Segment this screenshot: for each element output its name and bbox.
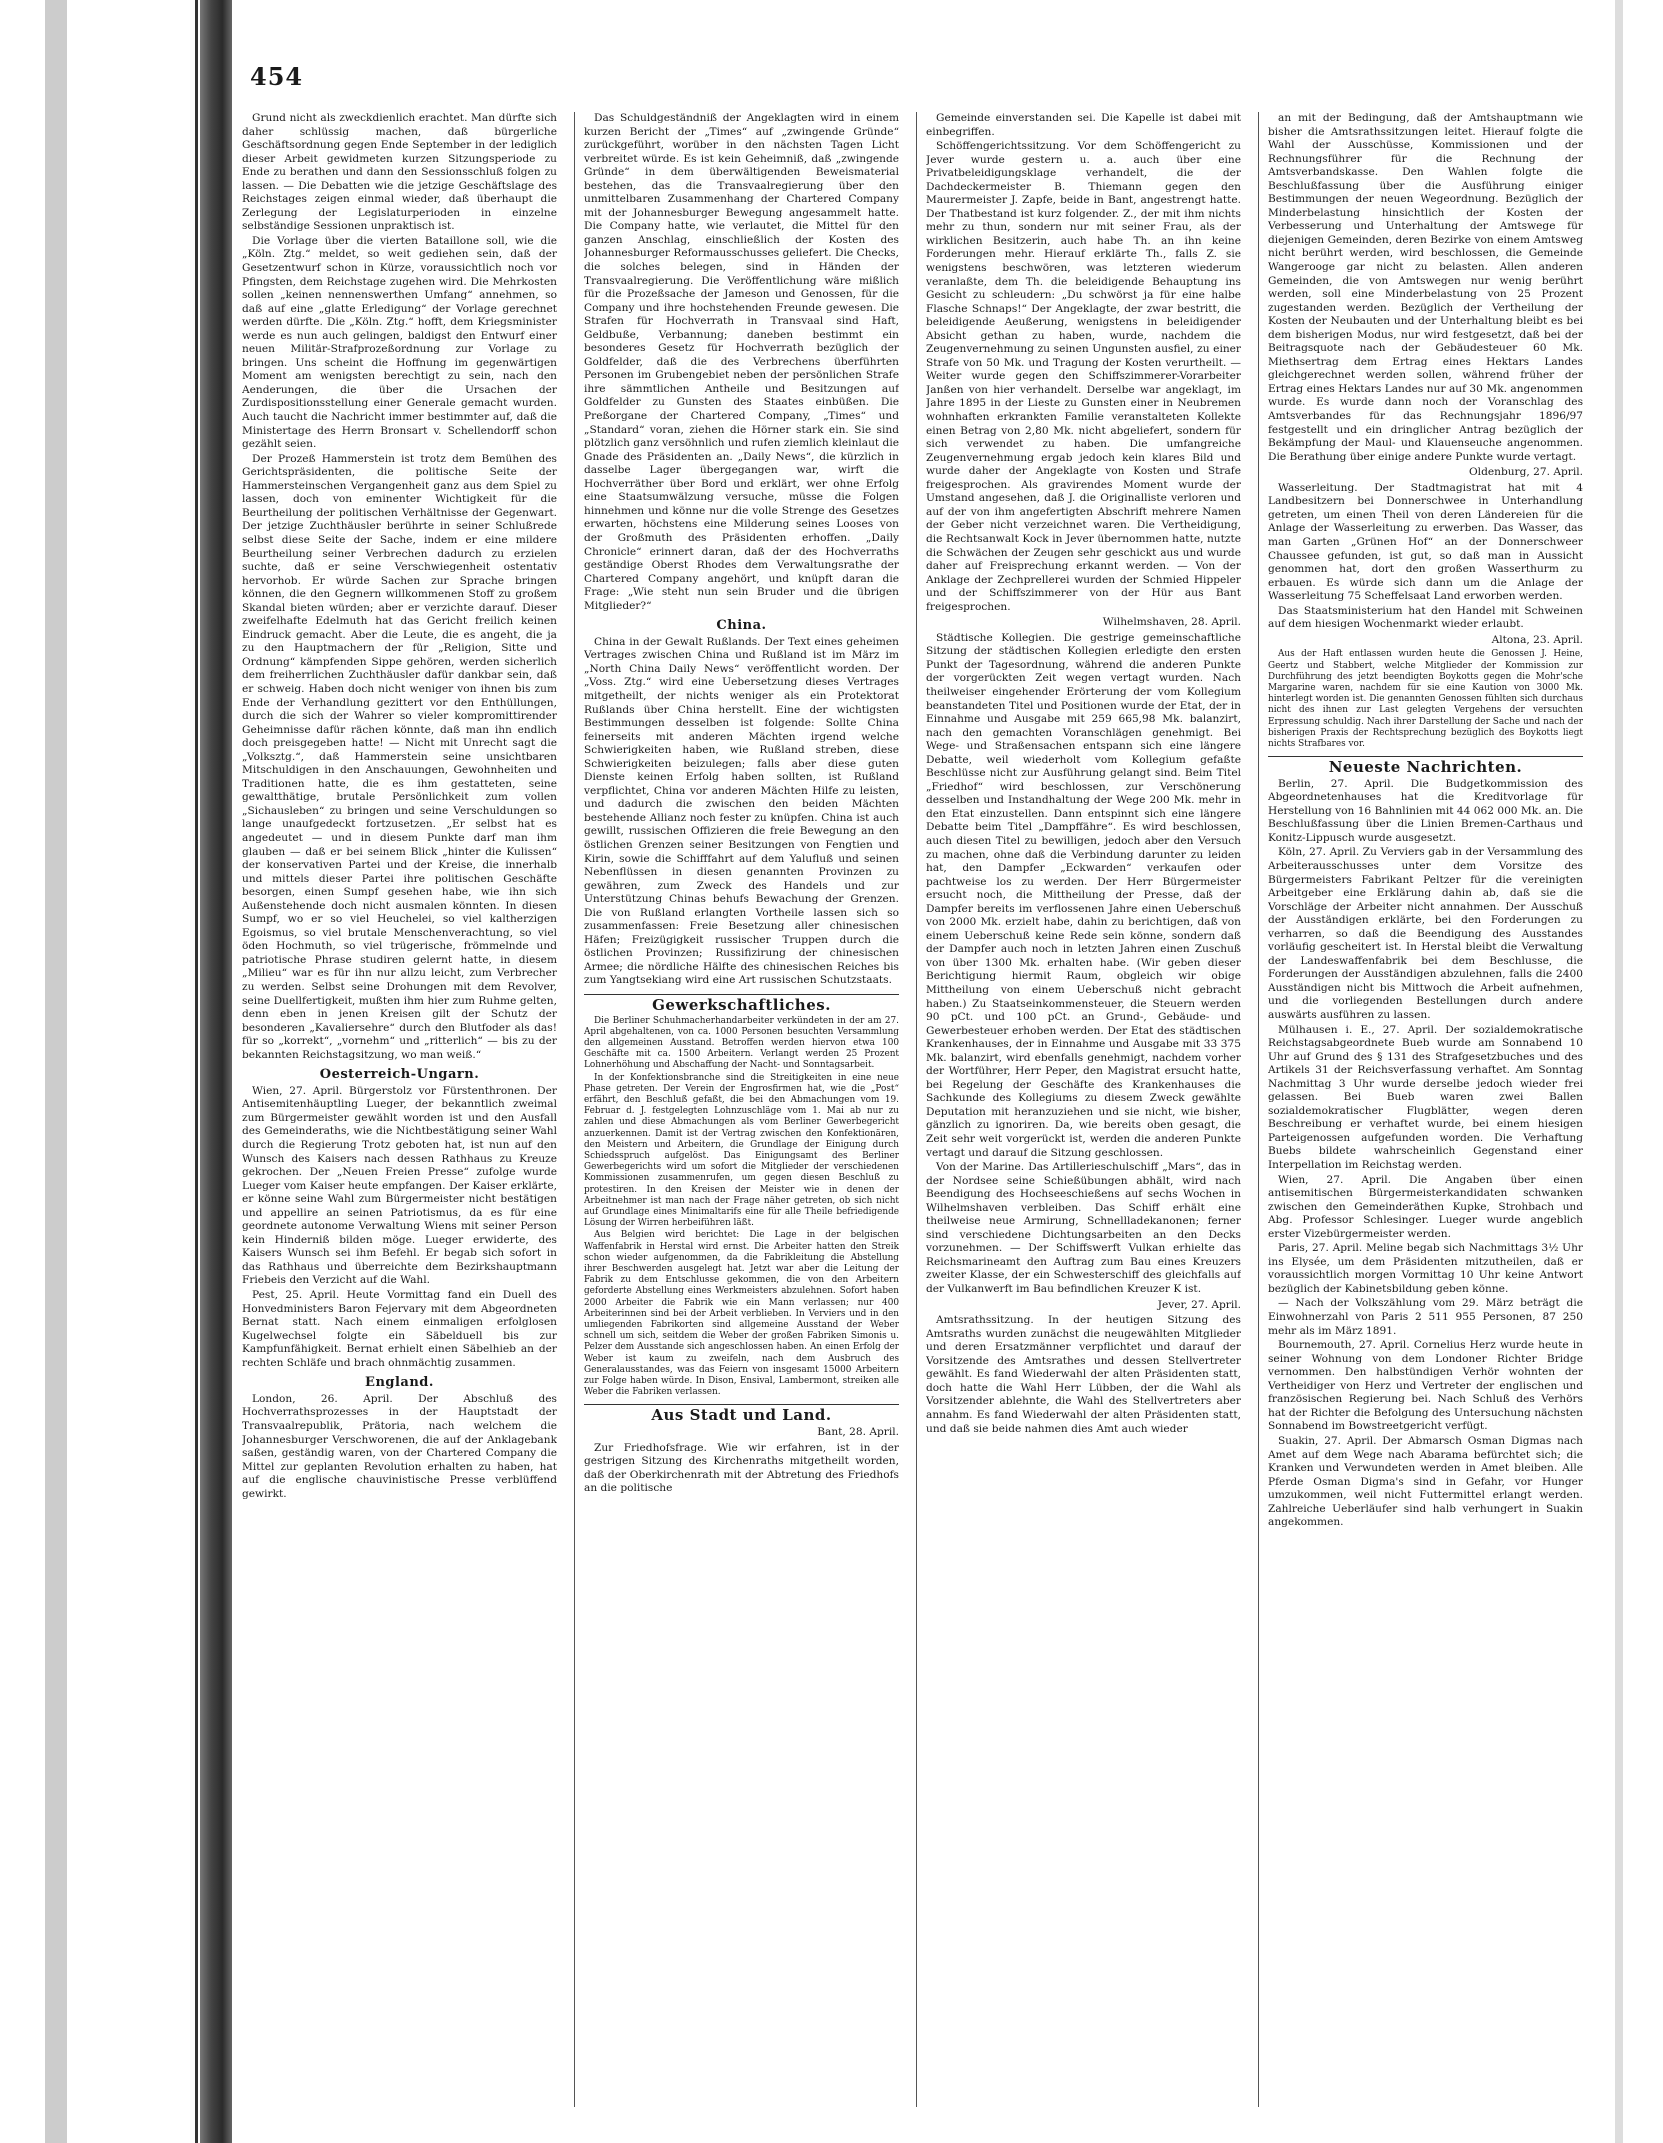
article-paragraph: Paris, 27. April. Meline begab sich Nachmittags 3½ Uhr ins Elysée, um dem Präsidenten mitzutheilen, daß er voraussichtlich morgen Vormittag 10 Uhr keine Antwort bezüglich der Kabinetsbildung geben könne.	[1268, 1242, 1583, 1295]
article-paragraph: Köln, 27. April. Zu Verviers gab in der Versammlung des Arbeiterausschusses unter dem Vorsitze des Bürgermeisters Fabrikant Peltzer für die vereinigten Arbeitgeber eine Erklärung dahin ab, daß sie die Vorschläge der Arbeiter nicht annahmen. Der Ausschuß der Ausständigen erklärte, bei den Forderungen zu verharren, so daß die Beendigung des Ausstandes vorläufig gescheitert ist. In Herstal bleibt die Verwaltung der Landeswaffenfabrik bei dem Beschlusse, die Forderungen der Ausständigen abzulehnen, falls die 2400 Ausständigen nicht bis Mittwoch die Arbeit aufnehmen, und die vorliegenden Bestellungen durch andere auswärts ausführen zu lassen.	[1268, 846, 1583, 1021]
column-3	[926, 112, 1241, 2107]
dateline: Wilhelmshaven, 28. April.	[1102, 616, 1241, 629]
section-heading: China.	[716, 618, 767, 634]
column-rule	[574, 112, 575, 2107]
column-2	[584, 112, 899, 2107]
section-heading: Neueste Nachrichten.	[1268, 756, 1583, 775]
article-paragraph: Die Vorlage über die vierten Bataillone soll, wie die „Köln. Ztg.“ meldet, so weit gediehen sein, daß der Gesetzentwurf schon in Kürze, voraussichtlich noch vor Pfingsten, dem Reichstage zugehen wird. Die Mehrkosten sollen „keinen nennenswerthen Umfang“ annehmen, so daß auf eine „glatte Erledigung“ der Vorlage gerechnet werden dürfte. Die „Köln. Ztg.“ hofft, dem Kriegsminister werde es nun auch gelingen, baldigst den Entwurf einer neuen Militär-Strafprozeßordnung zur Vorlage zu bringen. Uns scheint die Hoffnung im gegenwärtigen Moment am wenigsten berechtigt zu sein, nach den Aenderungen, die über die Ursachen der Zurdispositionsstellung einer Generale gemacht wurden. Auch taucht die Nachricht immer bestimmter auf, daß die Ministertage des Herrn Bronsart v. Schellendorff schon gezählt seien.	[242, 234, 557, 451]
article-paragraph: Amtsrathssitzung. In der heutigen Sitzung des Amtsraths wurden zunächst die neugewählten Mitglieder und deren Ersatzmänner verpflichtet und darauf der Vorsitzende des Amtsrathes und dessen Stellvertreter gewählt. Es fand Wiederwahl der alten Präsidenten statt, doch hatte die Wahl Herr Lübben, der die Wahl als Vorsitzender ablehnte, die Wahl des Stellvertreters aber annahm. Es fand Wiederwahl der alten Präsidenten statt, und daß sie beide nahmen dies Amt auch wieder	[926, 1314, 1241, 1435]
book-spine	[200, 0, 232, 2143]
section-heading: Gewerkschaftliches.	[584, 994, 899, 1013]
article-paragraph: — Nach der Volkszählung vom 29. März beträgt die Einwohnerzahl von Paris 2 511 955 Personen, 87 250 mehr als im März 1891.	[1268, 1297, 1583, 1337]
article-paragraph: Das Staatsministerium hat den Handel mit Schweinen auf dem hiesigen Wochenmarkt wieder erlaubt.	[1268, 604, 1583, 631]
article-paragraph: Wien, 27. April. Bürgerstolz vor Fürstenthronen. Der Antisemitenhäuptling Lueger, der bekanntlich zweimal zum Bürgermeister gewählt worden ist und den Ausfall des Gemeinderaths, wie die Nichtbestätigung seiner Wahl durch die Regierung Trotz geboten hat, ist nun auf den Wunsch des Kaisers nach dessen Rathhaus zu Kreuze gekrochen. Der „Neuen Freien Presse“ zufolge wurde Lueger vom Kaiser heute empfangen. Der Kaiser erklärte, er könne seine Wahl zum Bürgermeister nicht bestätigen und appellire an seinen Patriotismus, da es für eine geordnete autonome Verwaltung Wiens mit seiner Person kein Hinderniß bilden möge. Lueger erwiderte, des Kaisers Wunsch sei ihm Befehl. Er begab sich sofort in das Rathhaus und überreichte dem Bezirkshauptmann Friebeis den Verzicht auf die Wahl.	[242, 1084, 557, 1287]
small-print-paragraph: In der Konfektionsbranche sind die Streitigkeiten in eine neue Phase getreten. Der Verein der Engrosfirmen hat, wie die „Post“ erfährt, den Beschluß gefaßt, die bei den Abmachungen vom 19. Februar d. J. festgelegten Lohnzuschläge vom 1. Mai ab nur zu zahlen und diese Abmachungen als vom Berliner Gewerbegericht anzuerkennen. Damit ist der Vertrag zwischen den Konfektionären, den Meistern und Arbeitern, die Grundlage der Einigung durch Schiedsspruch aufgelöst. Das Einigungsamt des Berliner Gewerbegerichts wird um sofort die Mitglieder der verschiedenen Kommissionen zusammenrufen, um gegen diesen Beschluß zu protestiren. In den Kreisen der Meister wie in denen der Arbeitnehmer ist man nach der Frage näher getreten, ob sich nicht auf Grundlage eines Minimaltarifs eine für alle Theile befriedigende Lösung der Wirren herbeiführen läßt.	[584, 1072, 899, 1229]
article-paragraph: China in der Gewalt Rußlands. Der Text eines geheimen Vertrages zwischen China und Rußland ist im März im „North China Daily News“ veröffentlicht worden. Der „Voss. Ztg.“ wird eine Uebersetzung dieses Vertrages mitgetheilt, der nichts weniger als ein Protektorat Rußlands über China herstellt. Eine der wichtigsten Bestimmungen desselben ist folgende: Sollte China feinerseits mit anderen Mächten irgend welche Schwierigkeiten haben, wie Rußland streben, diese Schwierigkeiten beizulegen; falls aber diese guten Dienste keinen Erfolg haben sollten, ist Rußland verpflichtet, China vor anderen Mächten Hilfe zu leisten, und dadurch die zwischen den beiden Mächten bestehende Allianz noch fester zu knüpfen. China ist auch gewillt, russischen Offizieren die freie Bewegung an den östlichen Grenzen seiner Besitzungen von Fengtien und Kirin, sowie die Schifffahrt auf dem Yalufluß und seinen Nebenflüssen in diesen genannten Provinzen zu gewähren, zum Zweck des Handels und zur Unterstützung Chinas behufs Bewachung der Grenzen. Die von Rußland erlangten Vortheile lassen sich so zusammenfassen: Freie Besetzung aller chinesischen Häfen; Freizügigkeit russischer Truppen durch die östlichen Provinzen; Russifizirung der chinesischen Armee; die nördliche Hälfte des chinesischen Reiches bis zum Yangtsekiang wird eine Art russischen Schutzstaats.	[584, 635, 899, 987]
dateline: Jever, 27. April.	[1157, 1298, 1241, 1311]
section-heading: Oesterreich-Ungarn.	[319, 1067, 480, 1083]
small-print-paragraph: Aus der Haft entlassen wurden heute die Genossen J. Heine, Geertz und Stabbert, welche Mitglieder der Kommission zur Durchführung des jetzt beendigten Boykotts gegen die Mohr'sche Margarine waren, nachdem für sie eine Kaution von 3000 Mk. hinterlegt worden ist. Die genannten Genossen fühlten sich durchaus nicht des ihnen zur Last gelegten Vergehens der versuchten Erpressung schuldig. Nach ihrer Darstellung der Sache und nach der bisherigen Praxis der Rechtsprechung bezüglich des Boykotts liegt nichts Strafbares vor.	[1268, 649, 1583, 749]
column-rule	[1258, 112, 1259, 2107]
article-paragraph: Berlin, 27. April. Die Budgetkommission des Abgeordnetenhauses hat die Kreditvorlage für Herstellung von 16 Bahnlinien mit 44 062 000 Mk. an. Die Beschlußfassung über die Linien Bremen-Carthaus und Konitz-Lippusch wurde ausgesetzt.	[1268, 777, 1583, 844]
section-heading: Aus Stadt und Land.	[584, 1404, 899, 1423]
dateline: Altona, 23. April.	[1491, 633, 1583, 646]
article-paragraph: Mülhausen i. E., 27. April. Der sozialdemokratische Reichstagsabgeordnete Bueb wurde am Sonnabend 10 Uhr auf Grund des § 131 des Strafgesetzbuches und des Artikels 31 der Reichsverfassung verhaftet. Am Sonntag Nachmittag 3 Uhr wurde derselbe jedoch wieder frei gelassen. Bei Bueb waren zwei Ballen sozialdemokratischer Flugblätter, wegen deren Beschreibung er verhaftet wurde, bei einem hiesigen Parteigenossen aufgefunden worden. Die Verhaftung Buebs bildete wahrscheinlich Gegenstand einer Interpellation im Reichstag werden.	[1268, 1023, 1583, 1172]
article-paragraph: Suakin, 27. April. Der Abmarsch Osman Digmas nach Amet auf dem Wege nach Abarama befürchtet sich; die Kranken und Verwundeten werden in Amet bleiben. Alle Pferde Osman Digma's sind in Gefahr, vor Hunger umzukommen, weil nicht Futtermittel erlangt werden. Zahlreiche Ueberläufer sind halb verhungert in Suakin angekommen.	[1268, 1434, 1583, 1529]
article-paragraph: Grund nicht als zweckdienlich erachtet. Man dürfte sich daher schlüssig machen, daß bürgerliche Geschäftsordnung gegen Ende September in der lediglich dieser Arbeit gewidmeten kurzen Sitzungsperiode zu Ende zu berathen und dann den Sessionsschluß folgen zu lassen. — Die Debatten wie die jetzige Geschäftslage des Reichstages zeigen einmal wieder, daß überhaupt die Zerlegung der Legislaturperioden in einzelne selbständige Sessionen unpraktisch ist.	[242, 112, 557, 233]
dateline: Oldenburg, 27. April.	[1469, 466, 1583, 479]
article-paragraph: Gemeinde einverstanden sei. Die Kapelle ist dabei mit einbegriffen.	[926, 112, 1241, 138]
column-1	[242, 112, 557, 2107]
article-paragraph: Zur Friedhofsfrage. Wie wir erfahren, ist in der gestrigen Sitzung des Kirchenraths mitgetheilt worden, daß der Oberkirchenrath mit der Abtretung des Friedhofs an die politische	[584, 1441, 899, 1495]
article-paragraph: Schöffengerichtssitzung. Vor dem Schöffengericht zu Jever wurde gestern u. a. auch über eine Privatbeleidigungsklage verhandelt, die der Dachdeckermeister B. Thiemann gegen den Maurermeister J. Zapfe, beide in Bant, angestrengt hatte. Der Thatbestand ist kurz folgender. Z., der mit ihm nichts mehr zu thun, sondern nur mit seiner Frau, als der wirklichen Besitzerin, auch habe Th. an ihn keine Forderungen mehr. Hierauf erklärte Th., falls Z. sie wenigstens beschwören, was letzteren wiederum veranlaßte, dem Th. die beleidigende Behauptung ins Gesicht zu schleudern: „Du schwörst ja für eine halbe Flasche Schnaps!“ Der Angeklagte, der zwar bestritt, die beleidigende Aeußerung, wenigstens in beleidigender Absicht gethan zu haben, wurde, nachdem die Zeugenvernehmung zu seinen Ungunsten ausfiel, zu einer Strafe von 50 Mk. und Tragung der Kosten verurtheilt. — Weiter wurde gegen den Schiffszimmerer-Vorarbeiter Janßen von hier verhandelt. Derselbe war angeklagt, im Jahre 1895 in der Lieste zu Gunsten einer in Neubremen wohnhaften erkrankten Familie veranstalteten Kollekte einen Betrag von 2,80 Mk. nicht abgeliefert, sondern für sich verwendet zu haben. Die umfangreiche Zeugenvernehmung ergab jedoch kein klares Bild und wurde daher der Angeklagte von Kosten und Strafe freigesprochen. Als gravirendes Moment wurde der Umstand angesehen, daß J. die Originalliste verloren und auf der von ihm angefertigten Abschrift mehrere Namen der Geber nicht verzeichnet waren. Die Vertheidigung, die Rechtsanwalt Kock in Jever übernommen hatte, nutzte die Schwächen der Zeugen sehr geschickt aus und wurde daher auf Freisprechung erkannt werden. — Von der Anklage der Zechprellerei wurden der Schmied Hippeler und der Schiffszimmerer von der Hür aus Bant freigesprochen.	[926, 140, 1241, 613]
article-paragraph: Das Schuldgeständniß der Angeklagten wird in einem kurzen Bericht der „Times“ auf „zwingende Gründe“ zurückgeführt, worüber in den nächsten Tagen Licht verbreitet würde. Es ist kein Geheimniß, daß „zwingende Gründe“ in dem überwältigenden Beweismaterial bestehen, das die Transvaalregierung über den unmittelbaren Zusammenhang der Chartered Company mit der Johannesburger Bewegung angesammelt hatte. Die Company hatte, wie verlautet, die Mittel für den ganzen Anschlag, einschließlich der Kosten des Johannesburger Reformausschusses geliefert. Die Checks, die solches belegen, sind in Händen der Transvaalregierung. Die Veröffentlichung wäre mißlich für die Prozeßsache der Jameson und Genossen, für die Company und ihre hochstehenden Freunde gewesen. Die Strafen für Hochverrath in Transvaal sind Haft, Geldbuße, Verbannung; daneben bestimmt ein besonderes Gesetz für Hochverrath bezüglich der Goldfelder, daß die des Verbrechens überführten Personen im Grubengebiet neben der persönlichen Strafe ihre sämmtlichen Antheile und Besitzungen auf Goldfelder zu Gunsten des Staates einbüßen. Die Preßorgane der Chartered Company, „Times“ und „Standard“ voran, ziehen die Hörner stark ein. Sie sind plötzlich ganz versöhnlich und rufen ziemlich kleinlaut die Gnade des Präsidenten an. „Daily News“, die kürzlich in dasselbe Lager übergegangen war, wirft die Hochverräther über Bord und erklärt, wer ohne Erfolg eine Staatsumwälzung versuche, müsse die Folgen hinnehmen und könne nur die volle Strenge des Gesetzes erwarten, höchstens eine Milderung seines Looses von der Großmuth des Präsidenten erhoffen. „Daily Chronicle“ erinnert daran, daß der des Hochverraths geständige Oberst Rhodes dem Verwaltungsrathe der Chartered Company angehört, und knüpft daran die Frage: „Wie steht nun sein Bruder und die übrigen Mitglieder?“	[584, 112, 899, 612]
article-paragraph: Bournemouth, 27. April. Cornelius Herz wurde heute in seiner Wohnung von dem Londoner Richter Bridge vernommen. Den halbstündigen Verhör wohnten der Vertheidiger von Herz und Vertreter der englischen und französischen Regierung bei. Nach Schluß des Verhörs hat der Richter die Befolgung des Untersuchung nächsten Sonnabend im Bowstreetgericht verfügt.	[1268, 1339, 1583, 1433]
article-paragraph: London, 26. April. Der Abschluß des Hochverrathsprozesses in der Hauptstadt der Transvaalrepublik, Prätoria, nach welchem die Johannesburger Verschworenen, die auf der Anklagebank saßen, geständig waren, von der Chartered Company die Mittel zur geplanten Revolution erhalten zu haben, hat auf die englische chauvinistische Presse verblüffend gewirkt.	[242, 1392, 557, 1500]
dateline: Bant, 28. April.	[817, 1426, 899, 1438]
column-rule	[916, 112, 917, 2107]
gutter-line	[195, 0, 198, 2143]
column-4	[1268, 112, 1583, 2107]
article-paragraph: an mit der Bedingung, daß der Amtshauptmann wie bisher die Amtsrathssitzungen leitet. Hierauf folgte die Wahl der Ausschüsse, Kommissionen und der Rechnungsführer für die Rechnung der Amtsverbandskasse. Den Wahlen folgte die Beschlußfassung über die Ausführung einiger Bestimmungen der neuen Wegeordnung. Bezüglich der Minderbelastung hinsichtlich der Kosten der Verbesserung und Unterhaltung der Amtswege für diejenigen Gemeinden, deren Bezirke von einem Amtsweg nicht berührt werden, wird beschlossen, die Gemeinde Wangerooge gar nicht zu belasten. Allen anderen Gemeinden, die von Amtswegen nur wenig berührt werden, soll eine Minderbelastung von 25 Prozent zugestanden werden. Bezüglich der Vertheilung der Kosten der Neubauten und der Unterhaltung bleibt es bei dem bisherigen Modus, nur wird festgesetzt, daß bei der Beitragsquote nach der Gebäudesteuer 60 Mk. Miethsertrag dem Ertrag eines Hektars Landes gleichgerechnet werden sollen, während früher der Ertrag eines Hektars Landes nur auf 30 Mk. angenommen wurde. Es wurde dann noch der Voranschlag des Amtsverbandes für das Rechnungsjahr 1896/97 festgestellt und ein dringlicher Antrag bezüglich der Bekämpfung der Maul- und Klauenseuche angenommen. Die Berathung über einige andere Punkte wurde vertagt.	[1268, 112, 1583, 463]
article-paragraph: Der Prozeß Hammerstein ist trotz dem Bemühen des Gerichtspräsidenten, die politische Seite der Hammersteinschen Vergangenheit ganz aus dem Spiel zu lassen, doch von eminenter Wichtigkeit für die Beurtheilung der politischen Verhältnisse der Gegenwart. Der jetzige Zuchthäusler berührte in seiner Schlußrede selbst diese Seite der Sache, indem er eine mildere Beurtheilung seiner Verbrechen dadurch zu erzielen suchte, daß er seine Verschwiegenheit ostentativ hervorhob. Er würde Sachen zur Sprache bringen können, die den Gegnern willkommenen Stoff zu großem Skandal bieten würden; aber er verzichte darauf. Dieser zweifelhafte Edelmuth hat das Gericht freilich keinen Eindruck gemacht. Aber die Leute, die es angeht, die ja zu den Hauptmachern der für „Religion, Sitte und Ordnung“ kämpfenden Sippe gehören, werden sicherlich dem freiherrlichen Zuchthäusler dafür dankbar sein, daß er schweig. Haben doch nicht weniger von ihnen bis zum Ende der Verhandlung gezittert vor den Enthüllungen, durch die sich der Wahrer so vieler kompromittirender Geheimnisse dafür rächen könnte, daß man ihn endlich doch preisgegeben hatte! — Nicht mit Unrecht sagt die „Volksztg.“, daß Hammerstein seine unsichtbaren Mitschuldigen in den Anschauungen, Gewohnheiten und Traditionen hatte, die es ihm gestatteten, seine gewaltthätige, brutale Persönlichkeit zum vollen „Sichausleben“ zu bringen und seine Verschuldungen so lange unaufgedeckt fortzusetzen. „Er selbst hat es angedeutet — und in diesem Punkte darf man ihm glauben — daß er bei seinem Blick „hinter die Kulissen“ der konservativen Partei und der Kreise, die innerhalb und mittels dieser Partei ihre politischen Geschäfte besorgen, einen Sumpf gesehen habe, wie ihn sich Außenstehende doch nicht ausmalen könnten. In diesen Sumpf, wo er so viel Heuchelei, so viel kaltherzigen Egoismus, so viel brutale Menschenverachtung, so viel öden Hochmuth, so viel trügerische, frömmelnde und patriotische Phrase studiren gelernt hatte, in diesem „Milieu“ war es für ihn nur allzu leicht, zum Verbrecher zu werden. Selbst seine Drohungen mit dem Revolver, seine Duellfertigkeit, mußten ihm hier zum Ruhme gelten, denn eben in jenen Kreisen gilt der Schutz der besonderen „Kavaliersehre“ durch den Blutfoder als das! für so „korrekt“, „vornehm“ und „ritterlich“ — bis zu der bekannten Reichstagsitzung, wo man weiß.“	[242, 452, 557, 1061]
page-right-edge	[1615, 0, 1623, 2143]
article-paragraph: Pest, 25. April. Heute Vormittag fand ein Duell des Honvedministers Baron Fejervary mit dem Abgeordneten Bernat statt. Nach einem einmaligen erfolglosen Kugelwechsel folgte ein Säbelduell bis zur Kampfunfähigkeit. Bernat erhielt einen Säbelhieb an der rechten Schläfe und brach ohnmächtig zusammen.	[242, 1289, 557, 1369]
section-heading: England.	[365, 1375, 434, 1391]
small-print-paragraph: Aus Belgien wird berichtet: Die Lage in der belgischen Waffenfabrik in Herstal wird ernst. Die Arbeiter hatten den Streik schon wieder aufgenommen, da die Fabrikleitung die Abstellung ihrer Beschwerden ausgelegt hat. Jetzt war aber die Leitung der Fabrik zu dem Entschlusse gekommen, die von den Arbeitern geforderte Abstellung eines Werkmeisters abzulehnen. Sofort haben 2000 Arbeiter die Fabrik wie ein Mann verlassen; nur 400 Arbeiterinnen sind bei der Arbeit verblieben. In Verviers und in den umliegenden Fabrikorten sind allgemeine Ausstand der Weber schnell um sich, seitdem die Weber der großen Fabriken Simonis u. Pelzer dem Ausstande sich angeschlossen haben. An einen Erfolg der Weber ist kaum zu zweifeln, nach dem Ausbruch des Generalausstandes, was das Feiern von insgesamt 15000 Arbeitern zur Folge haben würde. In Dison, Ensival, Lambermont, streiken alle Weber die Fabriken verlassen.	[584, 1230, 899, 1398]
article-paragraph: Städtische Kollegien. Die gestrige gemeinschaftliche Sitzung der städtischen Kollegien erledigte den ersten Punkt der Tagesordnung, während die anderen Punkte der vorgerückten Zeit wegen vertagt wurden. Nach theilweiser eingehender Erörterung der vom Kollegium beanstandeten Titel und Positionen wurde der Etat, der in Einnahme und Ausgabe mit 259 665,98 Mk. balanzirt, nach den gemachten Voranschlägen genehmigt. Bei Wege- und Straßensachen entspann sich eine längere Debatte, weil wiederholt vom Kollegium gefaßte Beschlüsse nicht zur Ausführung gelangt sind. Beim Titel „Friedhof“ wird beschlossen, zur Verschönerung desselben und Instandhaltung der Wege 200 Mk. mehr in den Etat einzustellen. Dann entspinnt sich eine längere Debatte beim Titel „Dampffähre“. Es wird beschlossen, auch diesen Titel zu bewilligen, jedoch aber den Versuch zu machen, ohne daß die Verbindung darunter zu leiden hat, den Dampfer „Eckwarden“ verkaufen oder pachtweise los zu werden. Der Herr Bürgermeister ersucht noch, die Mittheilung der Presse, daß der Dampfer bereits im verflossenen Jahre einen Ueberschuß von 2000 Mk. erzielt habe, dahin zu berichtigen, daß von einem Ueberschuß keine Rede sein könne, sondern daß der Dampfer auch noch in letzten Jahren einen Zuschuß von über 1300 Mk. erhalten habe. (Wir geben dieser Berichtigung hiermit Raum, obgleich wir obige Mittheilung von einem Ueberschuß nicht gebracht haben.) Zu Staatseinkommensteuer, die Steuern werden 90 pCt. und 100 pCt. an Grund-, Gebäude- und Gewerbesteuer erhoben werden. Der Etat des städtischen Krankenhauses, der in Einnahme und Ausgabe mit 33 375 Mk. balanzirt, wird ebenfalls genehmigt, nachdem vorher der Wortführer, Herr Peper, den Magistrat ersucht hatte, bei Regelung der Geschäfte des Krankenhauses die Sachkunde des Kollegiums zu diesem Zweck gewählte Deputation mit heranzuziehen und sie nicht, wie bisher, gänzlich zu ignoriren. Da, wie bereits oben gesagt, die Zeit sehr weit vorgerückt ist, werden die anderen Punkte vertagt und darauf die Sitzung geschlossen.	[926, 631, 1241, 1159]
article-paragraph: Wien, 27. April. Die Angaben über einen antisemitischen Bürgermeisterkandidaten schwanken zwischen den Gemeinderäthen Kupke, Strohbach und Abg. Professor Schlesinger. Lueger wurde angeblich erster Vizebürgermeister werden.	[1268, 1173, 1583, 1240]
article-paragraph: Wasserleitung. Der Stadtmagistrat hat mit 4 Landbesitzern bei Donnerschwee in Unterhandlung getreten, um einen Theil von deren Ländereien für die Anlage der Wasserleitung zu erwerben. Das Wasser, das man Garten „Grünen Hof“ an der Donnerschweer Chaussee gefunden, ist gut, so daß man in Aussicht genommen hat, dort den großen Wasserthurm zu erbauen. Es würde sich dann um die Anlage der Wasserleitung 75 Scheffelsaat Land erworben werden.	[1268, 481, 1583, 603]
page-binding-edge	[45, 0, 67, 2143]
article-paragraph: Von der Marine. Das Artillerieschulschiff „Mars“, das in der Nordsee seine Schießübungen abhält, wird nach Beendigung des Hochseeschießens auf sechs Wochen in Wilhelmshaven verbleiben. Das Schiff erhält eine theilweise neue Armirung, Schnellladekanonen; ferner sind verschiedene Dichtungsarbeiten an den Decks vorzunehmen. — Der Schiffswerft Vulkan erhielte das Reichsmarineamt den Auftrag zum Bau eines Kreuzers zweiter Klasse, der ein Schwesterschiff des gleichfalls auf der Vulkanwerft im Bau befindlichen Kreuzer K ist.	[926, 1161, 1241, 1296]
small-print-paragraph: Die Berliner Schuhmacherhandarbeiter verkündeten in der am 27. April abgehaltenen, von ca. 1000 Personen besuchten Versammlung den allgemeinen Ausstand. Betroffen werden hiervon etwa 100 Geschäfte mit ca. 1500 Arbeitern. Verlangt werden 25 Prozent Lohnerhöhung und Abschaffung der Nacht- und Sonntagsarbeit.	[584, 1015, 899, 1071]
page-number: 454	[250, 62, 304, 91]
